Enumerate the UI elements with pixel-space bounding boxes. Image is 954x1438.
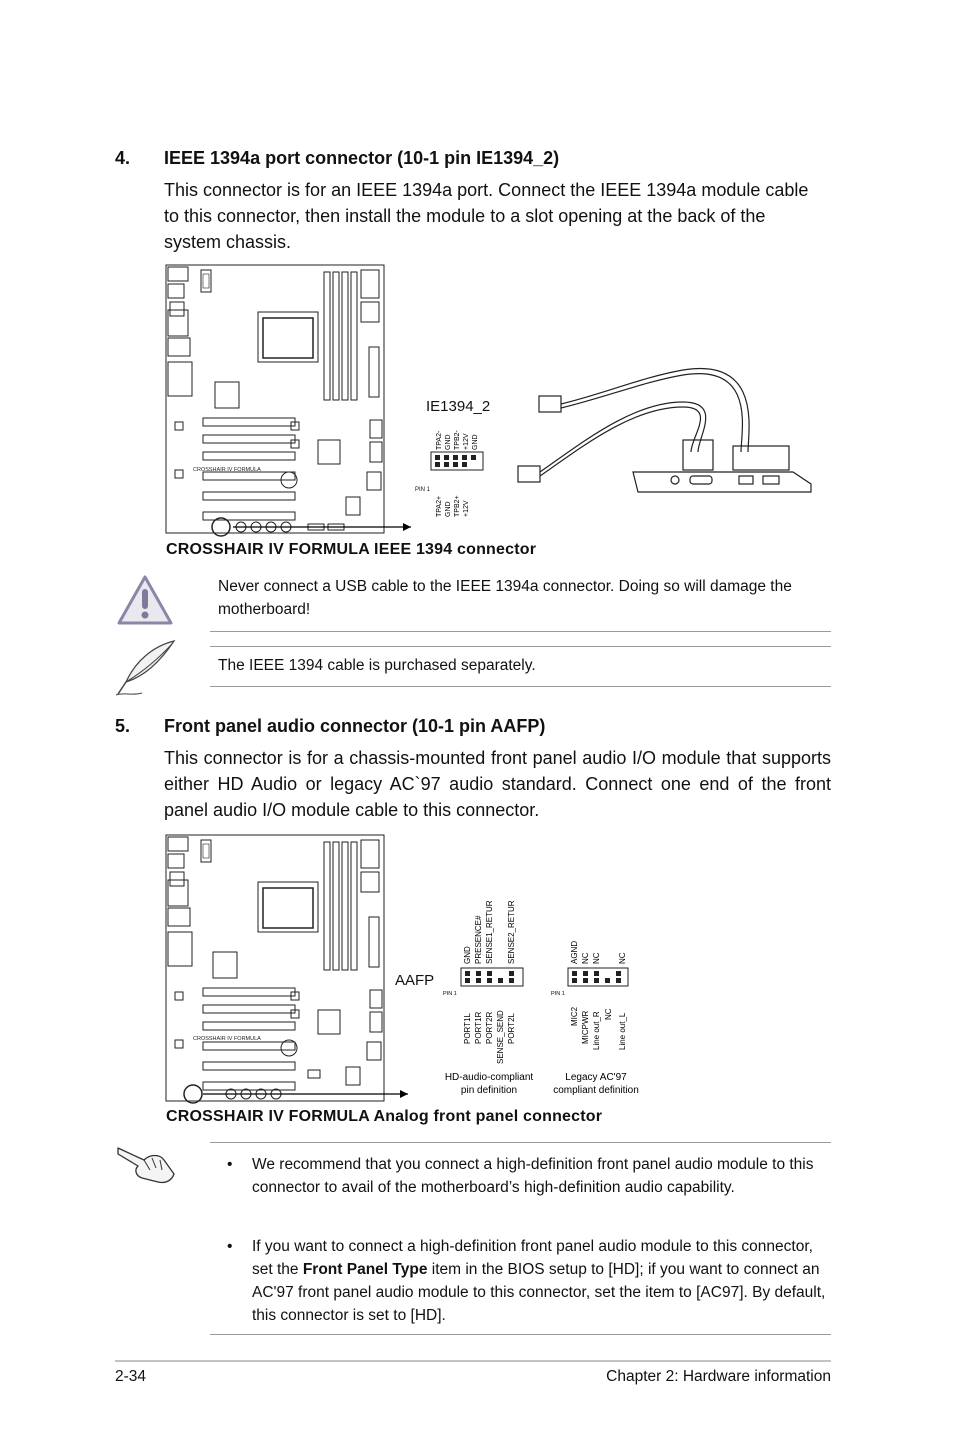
ac97-top-1: AGND [570, 940, 579, 964]
ac97-bottom-4: NC [604, 1008, 613, 1020]
divider [210, 631, 831, 632]
bullet-text: We recommend that you connect a high-definition front panel audio module to this connector to avail of the motherboard’s high-definition audio capability. [252, 1156, 814, 1196]
hd-pin-header [461, 968, 523, 986]
pin-bottom-2: GND [445, 501, 452, 517]
ieee-pin-header [431, 452, 483, 470]
ac97-bottom-2: MICPWR [581, 1010, 590, 1044]
pin-top-5: GND [472, 434, 479, 450]
pin-bottom-3: TPB2+ [454, 495, 461, 517]
hd-caption-line2: pin definition [460, 1085, 518, 1096]
pin1-label: PIN 1 [551, 991, 565, 997]
hd-top-1: GND [463, 946, 472, 964]
ac97-top-3: NC [592, 952, 601, 964]
hand-pointer-icon [114, 1140, 178, 1188]
pin-bottom-1: TPA2+ [436, 495, 443, 517]
ac97-bottom-1: MIC2 [570, 1006, 579, 1026]
note-feather-icon [114, 638, 178, 698]
footer-rule [115, 1360, 831, 1362]
connector-label: IE1394_2 [426, 398, 491, 415]
hd-caption-line1: HD-audio-compliant [444, 1072, 534, 1083]
figure-caption: CROSSHAIR IV FORMULA IEEE 1394 connector [166, 541, 537, 558]
hd-top-3: SENSE1_RETUR [485, 900, 494, 964]
bullet-mark: • [227, 1156, 233, 1173]
ac97-caption-line1: Legacy AC'97 [565, 1072, 627, 1083]
bullet-text-post: item in the BIOS setup to [HD]; if you want to connect an AC'97 front panel audio module to this connector, set the item to [AC97]. By default, this connector is set to [HD]. [252, 1261, 826, 1324]
pin-bottom-4: +12V [463, 500, 470, 517]
pin-top-3: TPB2- [454, 430, 461, 450]
divider [210, 646, 831, 647]
ac97-bottom-5: Line out_L [618, 1012, 627, 1050]
section-title: Front panel audio connector (10-1 pin AAFP) [164, 716, 546, 736]
hd-bottom-2: PORT1R [474, 1011, 483, 1044]
hd-bottom-5: PORT2L [507, 1013, 516, 1044]
ac97-pin-header [568, 968, 628, 986]
pin-top-4: +12V [463, 433, 470, 450]
motherboard-diagram [166, 265, 384, 536]
chapter-title: Chapter 2: Hardware information [606, 1368, 831, 1385]
pin-top-2: GND [445, 434, 452, 450]
ieee1394-figure [163, 262, 823, 562]
divider [210, 1142, 831, 1143]
ac97-bottom-3: Line out_R [592, 1011, 601, 1050]
board-label: CROSSHAIR IV FORMULA [193, 467, 261, 473]
bullet-text [252, 1235, 832, 1327]
hd-top-4: SENSE2_RETUR [507, 900, 516, 964]
pin1-label: PIN 1 [415, 487, 431, 493]
ac97-caption-line2: compliant definition [553, 1085, 639, 1096]
warning-text: Never connect a USB cable to the IEEE 1394a connector. Doing so will damage the motherboard! [218, 578, 792, 618]
section-body: This connector is for an IEEE 1394a port. Connect the IEEE 1394a module cable to this connector, then install the module to a slot opening at the back of the system chassis. [164, 180, 809, 252]
board-label: CROSSHAIR IV FORMULA [193, 1036, 261, 1042]
ac97-top-4: NC [618, 952, 627, 964]
motherboard-diagram [166, 835, 384, 1103]
hd-bottom-1: PORT1L [463, 1013, 472, 1044]
section-body: This connector is for a chassis-mounted front panel audio I/O module that supports either HD Audio or legacy AC`97 audio standard. Connect one end of the front panel audio I/O module cable to this connector. [164, 748, 831, 820]
pin-top-1: TPA2- [436, 430, 443, 450]
warning-icon [116, 574, 174, 626]
figure-caption: CROSSHAIR IV FORMULA Analog front panel connector [166, 1108, 603, 1125]
hd-top-2: PRESENCE# [474, 915, 483, 964]
divider [210, 1334, 831, 1335]
hd-bottom-3: PORT2R [485, 1011, 494, 1044]
bullet-text-bold: Front Panel Type [302, 1261, 428, 1278]
hd-bottom-4: SENSE_SEND [496, 1010, 505, 1064]
connector-label: AAFP [395, 972, 435, 989]
section-number: 5. [115, 716, 131, 736]
page-number: 2-34 [115, 1368, 147, 1385]
section-number: 4. [115, 148, 131, 168]
pointer-arrow-icon [403, 523, 411, 531]
divider [210, 686, 831, 687]
section-title: IEEE 1394a port connector (10-1 pin IE1394_2) [164, 148, 560, 168]
ac97-top-2: NC [581, 952, 590, 964]
pointer-arrow-icon [400, 1090, 408, 1098]
bullet-mark: • [227, 1238, 233, 1255]
pin1-label: PIN 1 [443, 991, 457, 997]
aafp-figure [163, 832, 663, 1108]
bullet-text-pre: If you want to connect a high-definition front panel audio module to this connector, set the [252, 1238, 813, 1278]
note-text: The IEEE 1394 cable is purchased separately. [218, 657, 536, 674]
ieee-cable-bracket [518, 368, 811, 492]
